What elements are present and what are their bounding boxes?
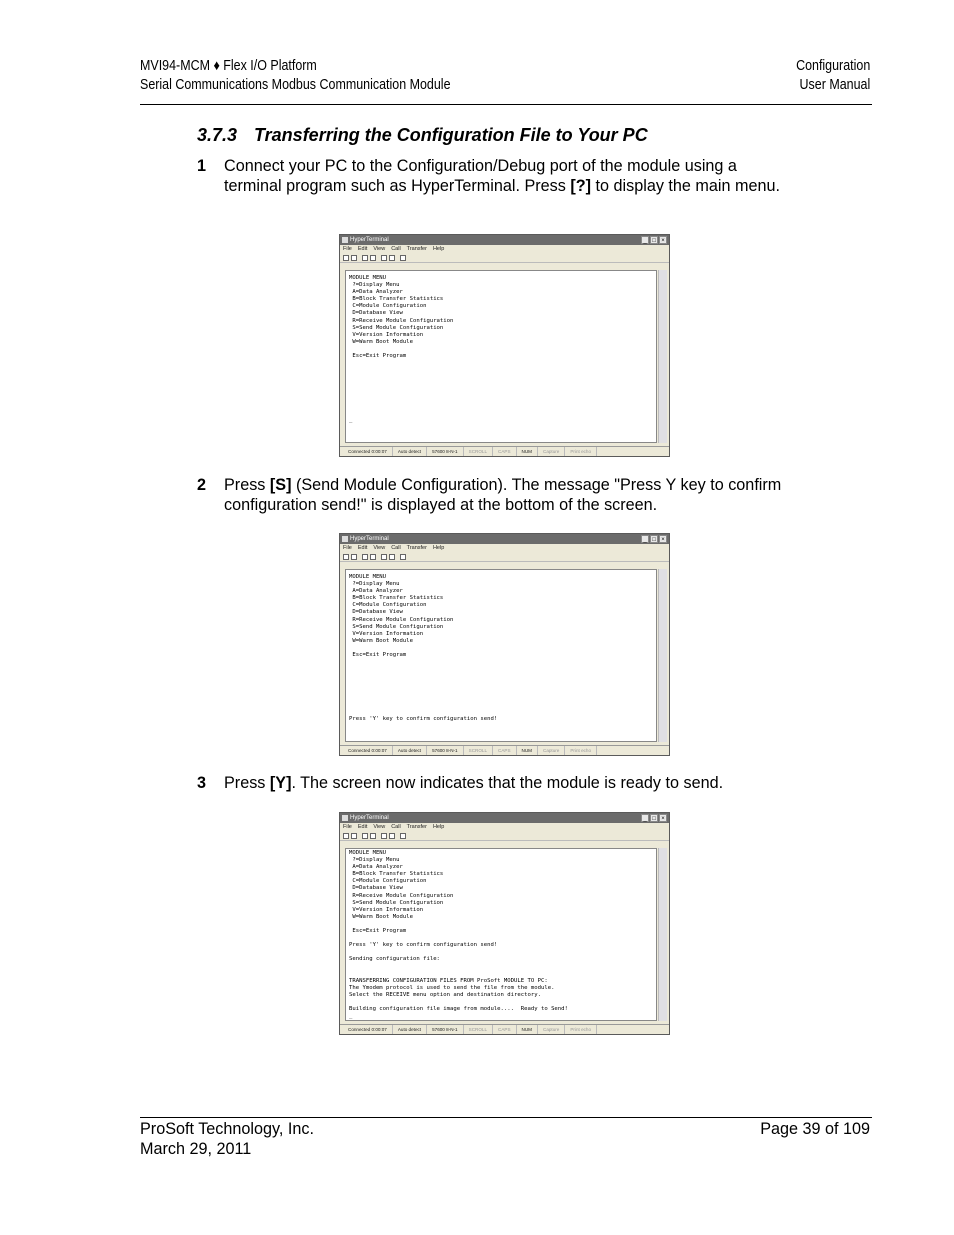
window-titlebar bbox=[340, 534, 669, 544]
step-number: 1 bbox=[197, 157, 207, 175]
status-num: NUM bbox=[517, 447, 538, 456]
properties-icon bbox=[400, 255, 406, 261]
send-icon bbox=[381, 554, 387, 560]
step-number: 3 bbox=[197, 774, 207, 792]
footer-date: March 29, 2011 bbox=[140, 1139, 252, 1158]
open-icon bbox=[351, 255, 357, 261]
menu-file: File bbox=[343, 824, 352, 830]
status-caps: CAPS bbox=[493, 746, 517, 755]
page-header-left bbox=[140, 57, 451, 95]
menu-bar bbox=[340, 544, 669, 552]
status-scroll: SCROLL bbox=[464, 1025, 493, 1034]
connect-icon bbox=[362, 833, 368, 839]
send-icon bbox=[381, 255, 387, 261]
close-icon: × bbox=[659, 535, 667, 543]
menu-view: View bbox=[373, 824, 386, 830]
window-title: HyperTerminal bbox=[350, 536, 389, 542]
receive-icon bbox=[389, 833, 395, 839]
menu-help: Help bbox=[432, 545, 445, 551]
key-label: [?] bbox=[570, 176, 592, 195]
app-icon bbox=[342, 237, 348, 243]
section-number: 3.7.3 bbox=[197, 125, 238, 145]
app-icon bbox=[342, 815, 348, 821]
menu-transfer: Transfer bbox=[406, 545, 427, 551]
header-manual: User Manual bbox=[799, 77, 870, 93]
minimize-icon: _ bbox=[641, 535, 649, 543]
connect-icon bbox=[362, 255, 368, 261]
menu-bar bbox=[340, 245, 669, 253]
window-titlebar bbox=[340, 235, 669, 245]
footer-company: ProSoft Technology, Inc. bbox=[140, 1120, 314, 1138]
status-baud: 57600 8-N-1 bbox=[427, 1025, 464, 1034]
footer-divider bbox=[140, 1117, 872, 1118]
connect-icon bbox=[362, 554, 368, 560]
terminal-screen: MODULE MENU ?=Display Menu A=Data Analyzer B=Block Transfer Statistics C=Module Configuration D=Database View R=Receive Module Configuration S=Send Module Configuration V=Version Information W=Warm Boot Module Esc=Exit Program _ bbox=[345, 270, 657, 443]
step-1 bbox=[197, 157, 787, 196]
new-icon bbox=[343, 554, 349, 560]
status-print-echo: Print echo bbox=[565, 1025, 597, 1034]
section-title bbox=[197, 125, 648, 146]
status-detect: Auto detect bbox=[393, 447, 427, 456]
page-number: Page 39 of 109 bbox=[760, 1120, 870, 1138]
toolbar bbox=[340, 831, 669, 841]
terminal-screen: MODULE MENU ?=Display Menu A=Data Analyzer B=Block Transfer Statistics C=Module Configuration D=Database View R=Receive Module Configuration S=Send Module Configuration V=Version Information W=Warm Boot Module Esc=Exit Program Press 'Y' key to confirm configuration send! Sending configuration file: TRANSFERRING CONFIGURATION FILES FROM ProSoft MODULE TO PC: The Ymodem protocol is used to send the file from the module. Select the RECEIVE menu option and destination directory. Building configuration file image from module.... Ready to Send! _ bbox=[345, 848, 657, 1021]
properties-icon bbox=[400, 554, 406, 560]
status-capture: Capture bbox=[538, 1025, 565, 1034]
page-header-right bbox=[796, 57, 870, 95]
step-text-part: . The screen now indicates that the module is ready to send. bbox=[291, 774, 724, 792]
toolbar bbox=[340, 253, 669, 263]
menu-edit: Edit bbox=[357, 545, 368, 551]
status-connected: Connected 0:00:07 bbox=[343, 746, 393, 755]
maximize-icon: □ bbox=[650, 535, 658, 543]
step-3 bbox=[197, 774, 787, 794]
status-connected: Connected 0:00:07 bbox=[343, 1025, 393, 1034]
maximize-icon: □ bbox=[650, 236, 658, 244]
hyperterminal-screenshot-1 bbox=[339, 234, 670, 457]
status-connected: Connected 0:00:07 bbox=[343, 447, 393, 456]
menu-help: Help bbox=[432, 246, 445, 252]
vertical-scrollbar bbox=[658, 569, 667, 742]
minimize-icon: _ bbox=[641, 236, 649, 244]
status-bar bbox=[340, 745, 669, 755]
menu-transfer: Transfer bbox=[406, 246, 427, 252]
header-product: MVI94-MCM ♦ Flex I/O Platform bbox=[140, 58, 317, 74]
key-label: [Y] bbox=[269, 774, 292, 792]
terminal-screen: MODULE MENU ?=Display Menu A=Data Analyzer B=Block Transfer Statistics C=Module Configuration D=Database View R=Receive Module Configuration S=Send Module Configuration V=Version Information W=Warm Boot Module Esc=Exit Program Press 'Y' key to confirm configuration send! bbox=[345, 569, 657, 742]
menu-call: Call bbox=[391, 545, 401, 551]
section-title-text: Transferring the Configuration File to Your PC bbox=[254, 125, 648, 145]
step-text-part: Press bbox=[224, 774, 270, 792]
status-caps: CAPS bbox=[493, 447, 517, 456]
menu-file: File bbox=[343, 246, 352, 252]
menu-call: Call bbox=[391, 824, 401, 830]
hyperterminal-screenshot-3 bbox=[339, 812, 670, 1035]
close-icon: × bbox=[659, 236, 667, 244]
vertical-scrollbar bbox=[658, 270, 667, 443]
disconnect-icon bbox=[370, 255, 376, 261]
step-text-part: Connect your PC to the Configuration/Debug port of the module using a terminal program such as HyperTerminal. Press bbox=[224, 157, 737, 195]
status-detect: Auto detect bbox=[393, 746, 427, 755]
footer-left bbox=[140, 1120, 314, 1159]
open-icon bbox=[351, 833, 357, 839]
receive-icon bbox=[389, 255, 395, 261]
step-text-part: Press bbox=[224, 476, 270, 494]
status-capture: Capture bbox=[538, 447, 565, 456]
step-text bbox=[224, 157, 787, 196]
disconnect-icon bbox=[370, 554, 376, 560]
status-num: NUM bbox=[517, 746, 538, 755]
header-module: Serial Communications Modbus Communication Module bbox=[140, 77, 451, 93]
window-titlebar bbox=[340, 813, 669, 823]
disconnect-icon bbox=[370, 833, 376, 839]
menu-edit: Edit bbox=[357, 824, 368, 830]
step-number: 2 bbox=[197, 476, 207, 494]
status-baud: 57600 8-N-1 bbox=[427, 447, 464, 456]
vertical-scrollbar bbox=[658, 848, 667, 1021]
footer-right bbox=[760, 1120, 870, 1140]
status-bar bbox=[340, 1024, 669, 1034]
minimize-icon: _ bbox=[641, 814, 649, 822]
menu-help: Help bbox=[432, 824, 445, 830]
window-title: HyperTerminal bbox=[350, 815, 389, 821]
step-2 bbox=[197, 476, 787, 515]
hyperterminal-screenshot-2 bbox=[339, 533, 670, 756]
status-detect: Auto detect bbox=[393, 1025, 427, 1034]
maximize-icon: □ bbox=[650, 814, 658, 822]
key-label: [S] bbox=[269, 476, 292, 494]
new-icon bbox=[343, 833, 349, 839]
step-text-part: to display the main menu. bbox=[591, 176, 780, 195]
new-icon bbox=[343, 255, 349, 261]
open-icon bbox=[351, 554, 357, 560]
menu-edit: Edit bbox=[357, 246, 368, 252]
step-text bbox=[224, 774, 787, 794]
menu-view: View bbox=[373, 246, 386, 252]
menu-view: View bbox=[373, 545, 386, 551]
menu-transfer: Transfer bbox=[406, 824, 427, 830]
status-scroll: SCROLL bbox=[464, 746, 493, 755]
status-scroll: SCROLL bbox=[464, 447, 493, 456]
status-capture: Capture bbox=[538, 746, 565, 755]
send-icon bbox=[381, 833, 387, 839]
menu-file: File bbox=[343, 545, 352, 551]
status-num: NUM bbox=[517, 1025, 538, 1034]
status-baud: 57600 8-N-1 bbox=[427, 746, 464, 755]
status-print-echo: Print echo bbox=[565, 447, 597, 456]
app-icon bbox=[342, 536, 348, 542]
status-print-echo: Print echo bbox=[565, 746, 597, 755]
header-divider bbox=[140, 104, 872, 105]
header-chapter: Configuration bbox=[795, 58, 870, 74]
step-text-part: (Send Module Configuration). The message "Press Y key to confirm configuration send!" is displayed at the bottom of the screen. bbox=[224, 476, 782, 514]
status-bar bbox=[340, 446, 669, 456]
menu-call: Call bbox=[391, 246, 401, 252]
step-text bbox=[224, 476, 787, 515]
properties-icon bbox=[400, 833, 406, 839]
toolbar bbox=[340, 552, 669, 562]
status-caps: CAPS bbox=[493, 1025, 517, 1034]
close-icon: × bbox=[659, 814, 667, 822]
menu-bar bbox=[340, 823, 669, 831]
receive-icon bbox=[389, 554, 395, 560]
window-title: HyperTerminal bbox=[350, 237, 389, 243]
